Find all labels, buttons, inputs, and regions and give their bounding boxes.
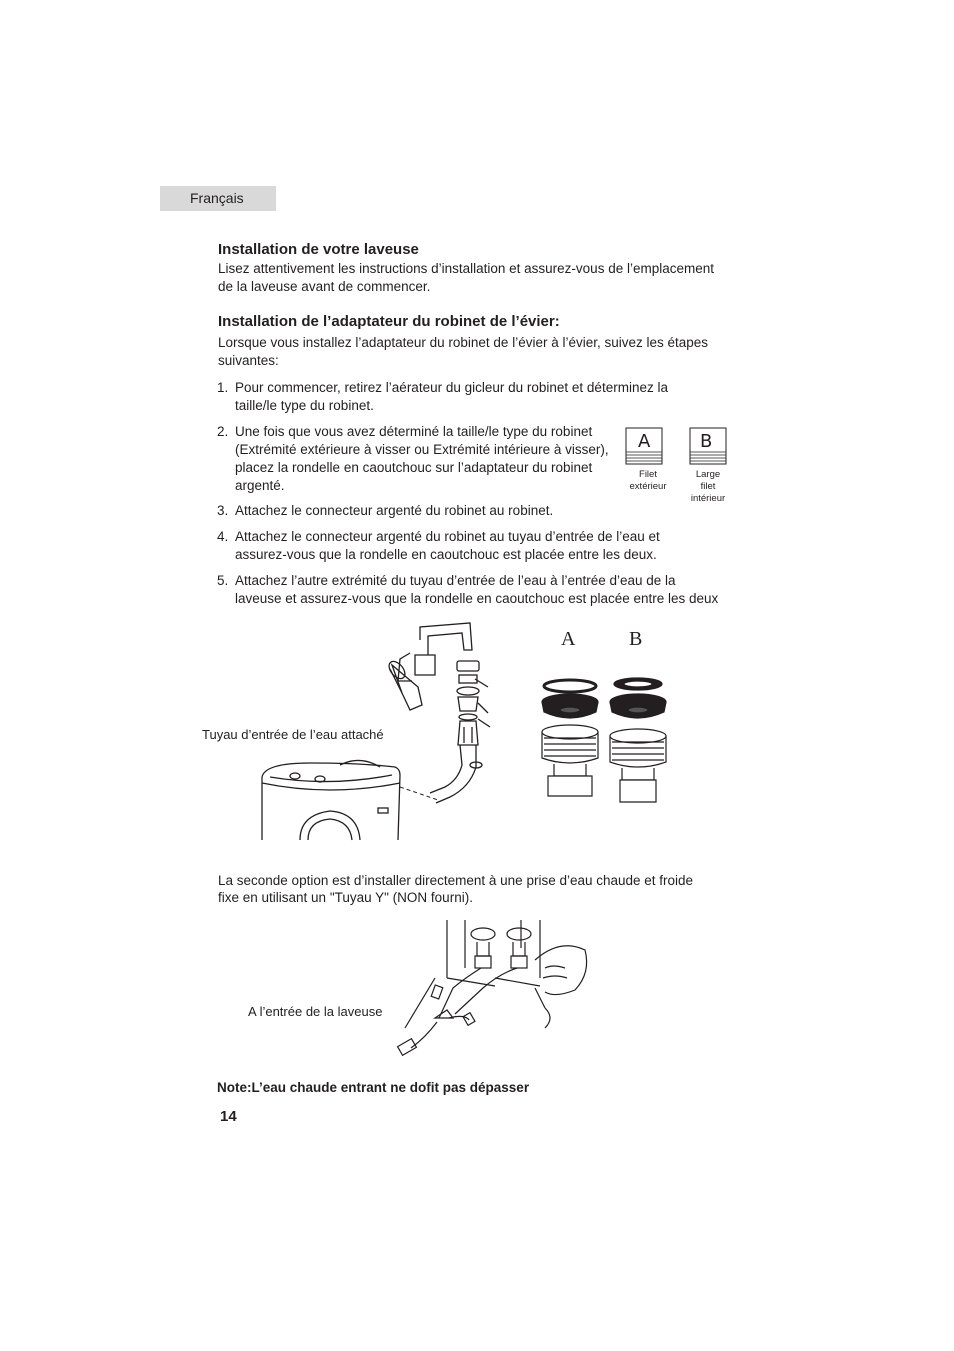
y-hose-illustration xyxy=(395,918,595,1063)
step-text-line: Une fois que vous avez déterminé la taille/le type du robinet xyxy=(235,424,593,439)
step-1 xyxy=(217,379,717,419)
step-text-line: argenté. xyxy=(235,478,285,493)
step-number: 3. xyxy=(217,503,229,518)
step-text-line: taille/le type du robinet. xyxy=(235,398,374,413)
thread-a-caption xyxy=(618,469,678,493)
step-text-line: Attachez le connecteur argenté du robinet au robinet. xyxy=(235,503,554,518)
washer-inlet-label: A l’entrée de la laveuse xyxy=(248,1004,383,1019)
step-3 xyxy=(217,502,717,522)
external-thread-icon xyxy=(624,426,674,466)
adapter-parts-illustration xyxy=(530,672,670,802)
step-text-line: Attachez l’autre extrémité du tuyau d’entrée de l’eau à l’entrée d’eau de la xyxy=(235,573,676,588)
section2-intro-line2: suivantes: xyxy=(218,353,279,368)
step-text-line: Pour commencer, retirez l’aérateur du gicleur du robinet et déterminez la xyxy=(235,380,668,395)
step-number: 4. xyxy=(217,529,229,544)
step-4 xyxy=(217,528,737,568)
thread-b-caption-line: filet xyxy=(700,481,716,492)
step-text-line: Attachez le connecteur argenté du robinet au tuyau d’entrée de l’eau et xyxy=(235,529,660,544)
adapter-label-b: B xyxy=(629,628,643,650)
thread-b-caption xyxy=(678,469,738,505)
adapter-label-a: A xyxy=(561,628,576,650)
section-title-adapter: Installation de l’adaptateur du robinet de l’évier: xyxy=(218,313,560,330)
note-text: Note:L’eau chaude entrant ne dofit pas dépasser xyxy=(217,1080,530,1095)
section1-body-line2: de la laveuse avant de commencer. xyxy=(218,279,431,294)
thread-a-letter: A xyxy=(638,431,651,452)
section-title-installation: Installation de votre laveuse xyxy=(218,241,419,258)
thread-b-caption-line: intérieur xyxy=(690,493,726,504)
page-number: 14 xyxy=(220,1108,237,1125)
step-number: 5. xyxy=(217,573,229,588)
step-text-line: assurez-vous que la rondelle en caoutchouc est placée entre les deux. xyxy=(235,547,657,562)
section3-line1: La seconde option est d’installer directement à une prise d’eau chaude et froide xyxy=(218,873,694,888)
step-2 xyxy=(217,423,637,495)
section2-intro-line1: Lorsque vous installez l’adaptateur du robinet de l’évier à l’évier, suivez les étapes xyxy=(218,335,709,350)
section3-line2: fixe en utilisant un "Tuyau Y" (NON fourni). xyxy=(218,890,473,905)
step-text-line: (Extrémité extérieure à visser ou Extrémité intérieure à visser), xyxy=(235,442,609,457)
internal-thread-icon xyxy=(688,426,738,466)
step-number: 1. xyxy=(217,380,229,395)
language-tab-label: Français xyxy=(190,190,244,206)
hose-attached-label: Tuyau d’entrée de l’eau attaché xyxy=(202,727,384,742)
language-tab xyxy=(160,186,276,211)
section1-body-line1: Lisez attentivement les instructions d’installation et assurez-vous de l’emplacement xyxy=(218,261,714,276)
step-text-line: laveuse et assurez-vous que la rondelle en caoutchouc est placée entre les deux xyxy=(235,591,719,606)
step-text-line: placez la rondelle en caoutchouc sur l’adaptateur du robinet xyxy=(235,460,593,475)
step-number: 2. xyxy=(217,424,229,439)
thread-b-letter: B xyxy=(700,431,713,452)
step-5 xyxy=(217,572,747,612)
thread-a-caption-line: extérieur xyxy=(629,481,667,492)
thread-b-caption-line: Large xyxy=(695,469,721,480)
thread-a-caption-line: Filet xyxy=(639,469,657,480)
